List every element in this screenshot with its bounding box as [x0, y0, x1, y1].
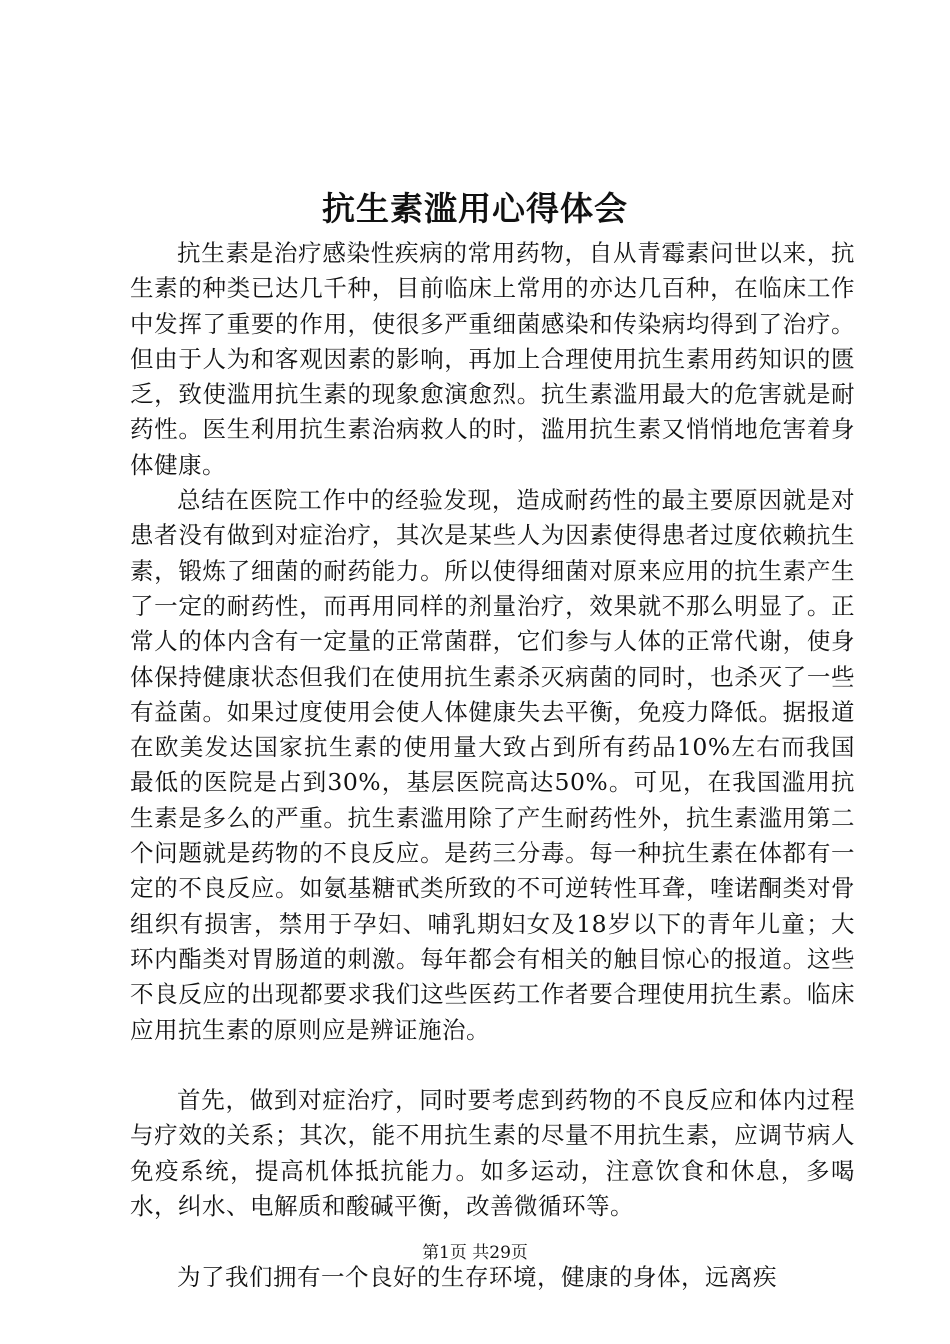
paragraph-2: 总结在医院工作中的经验发现，造成耐药性的最主要原因就是对患者没有做到对症治疗，其次是某些人为因素使得患者过度依赖抗生素，锻炼了细菌的耐药能力。所以使得细菌对原来应用的抗生素产生了一定的耐药性，而再用同样的剂量治疗，效果就不那么明显了。正常人的体内含有一定量的正常菌群，它们参与人体的正常代谢，使身体保持健康状态但我们在使用抗生素杀灭病菌的同时，也杀灭了一些有益菌。如果过度使用会使人体健康失去平衡，免疫力降低。据报道在欧美发达国家抗生素的使用量大致占到所有药品10%左右而我国最低的医院是占到30%，基层医院高达50%。可见，在我国滥用抗生素是多么的严重。抗生素滥用除了产生耐药性外，抗生素滥用第二个问题就是药物的不良反应。是药三分毒。每一种抗生素在体都有一定的不良反应。如氨基糖甙类所致的不可逆转性耳聋，喹诺酮类对骨组织有损害，禁用于孕妇、哺乳期妇女及18岁以下的青年儿童；大环内酯类对胃肠道的刺激。每年都会有相关的触目惊心的报道。这些不良反应的出现都要求我们这些医药工作者要合理使用抗生素。临床应用抗生素的原则应是辨证施治。 — [130, 486, 855, 1044]
document-body — [130, 236, 855, 1295]
document-title: 抗生素滥用心得体会 — [322, 189, 628, 228]
paragraph-1: 抗生素是治疗感染性疾病的常用药物，自从青霉素问世以来，抗生素的种类已达几千种，目前临床上常用的亦达几百种，在临床工作中发挥了重要的作用，使很多严重细菌感染和传染病均得到了治疗。但由于人为和客观因素的影响，再加上合理使用抗生素用药知识的匮乏，致使滥用抗生素的现象愈演愈烈。抗生素滥用最大的危害就是耐药性。医生利用抗生素治病救人的时，滥用抗生素又悄悄地危害着身体健康。 — [130, 239, 855, 479]
paragraph-gap — [130, 1048, 855, 1083]
paragraph-4: 为了我们拥有一个良好的生存环境，健康的身体，远离疾 — [177, 1262, 777, 1291]
page-indicator: 第1页 共29页 — [422, 1243, 528, 1263]
paragraph-3: 首先，做到对症治疗，同时要考虑到药物的不良反应和体内过程与疗效的关系；其次，能不用抗生素的尽量不用抗生素，应调节病人免疫系统，提高机体抵抗能力。如多运动，注意饮食和休息，多喝水，纠水、电解质和酸碱平衡，改善微循环等。 — [130, 1086, 855, 1221]
